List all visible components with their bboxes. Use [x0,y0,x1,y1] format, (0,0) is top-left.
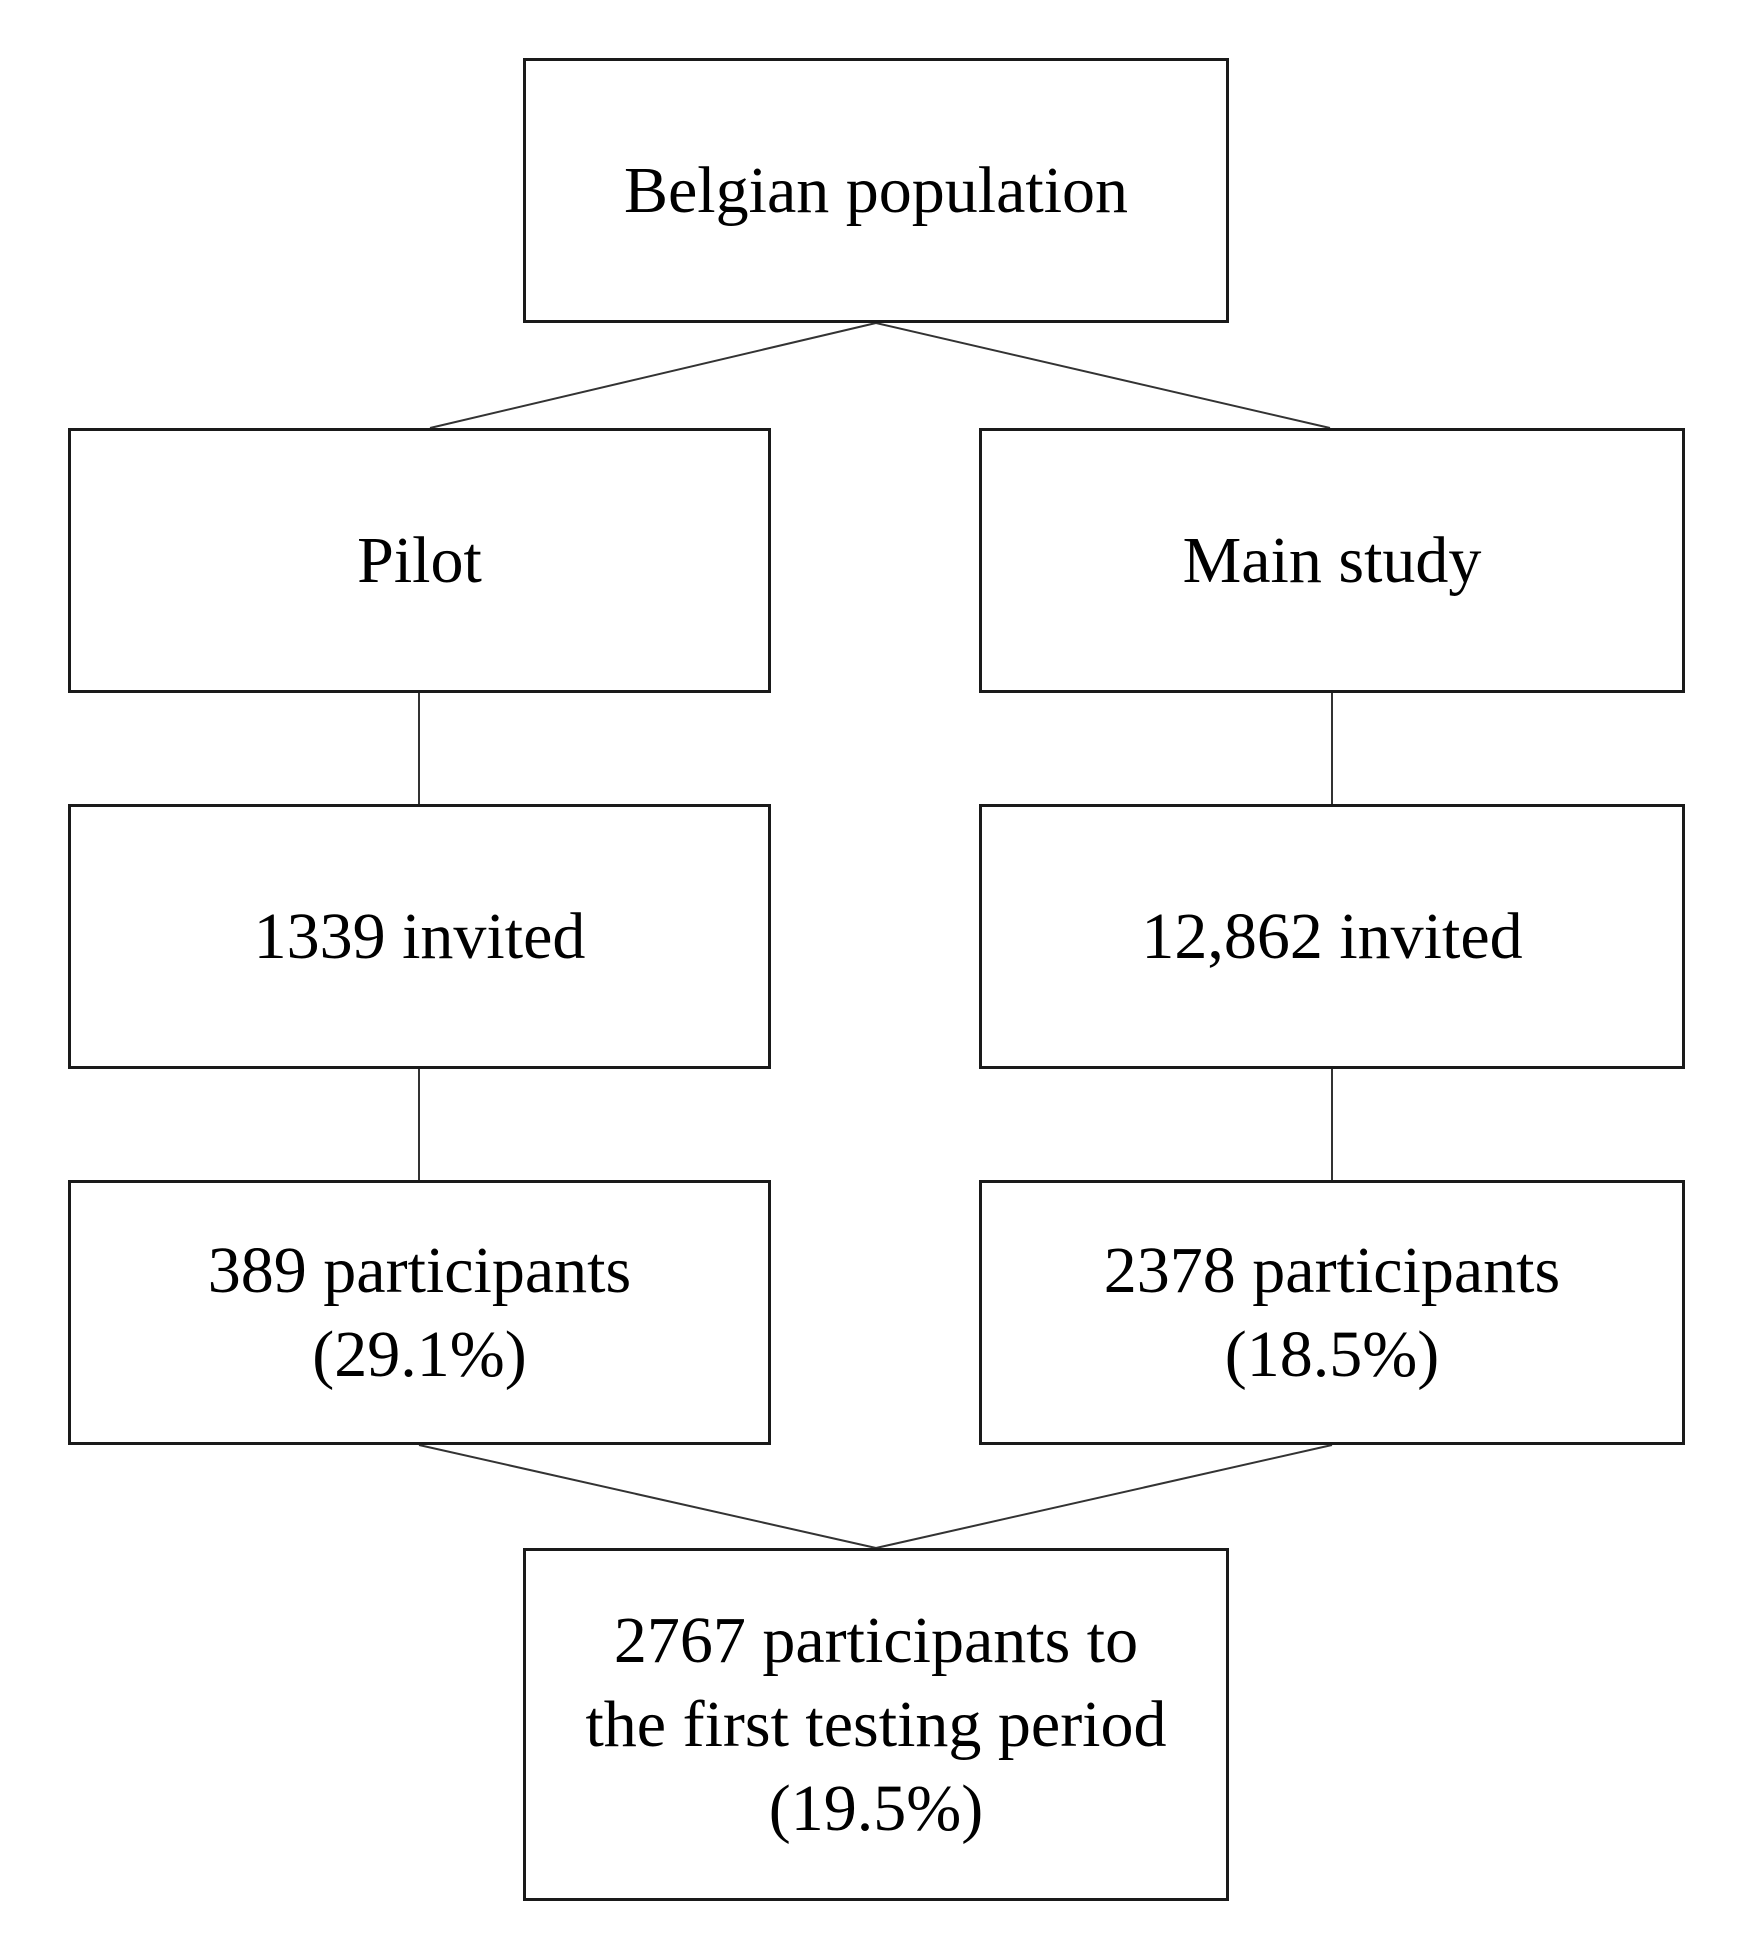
node-main-study [979,428,1685,693]
node-pilot-invited [68,804,771,1069]
node-total-participants [523,1548,1229,1901]
edge-pilot-participants-to-total [419,1445,876,1548]
node-main-invited [979,804,1685,1069]
edge-top-to-main [876,323,1330,428]
node-pilot-participants [68,1180,771,1445]
node-total-participants-label: 2767 participants to the first testing period (19.5%) [585,1603,1167,1845]
node-main-study-label: Main study [1182,523,1482,597]
node-pilot-invited-label: 1339 invited [253,899,586,973]
node-pilot [68,428,771,693]
node-pilot-label: Pilot [357,523,482,597]
edge-top-to-pilot [430,323,876,428]
node-main-participants-label: 2378 participants (18.5%) [1103,1233,1561,1391]
node-belgian-population-label: Belgian population [623,153,1129,227]
node-belgian-population [523,58,1229,323]
node-main-invited-label: 12,862 invited [1141,899,1523,973]
node-main-participants [979,1180,1685,1445]
edge-main-participants-to-total [876,1445,1332,1548]
node-pilot-participants-label: 389 participants (29.1%) [207,1233,632,1391]
